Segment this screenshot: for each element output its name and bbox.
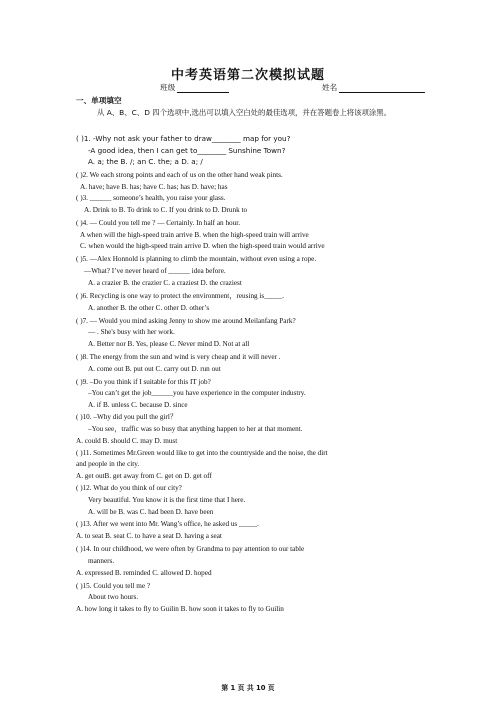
question-line: A. come out B. put out C. carry out D. run out bbox=[88, 365, 221, 373]
question-line: Very beautiful. You know it is the first time that I here. bbox=[88, 496, 246, 504]
question-line: ( )11. Sometimes Mr.Green would like to get into the countryside and the noise, the dirt bbox=[76, 449, 328, 457]
question-line: ( )3. ______ someone’s health, you raise your glass. bbox=[76, 194, 226, 202]
name-label: 姓名 bbox=[322, 83, 338, 92]
question-line: ( )14. In our childhood, we were often by Grandma to pay attention to our table bbox=[76, 545, 305, 553]
question-line: ( )12. What do you think of our city? bbox=[76, 484, 182, 492]
question-line: A. if B. unless C. because D. since bbox=[88, 401, 188, 409]
question-line: About two hours. bbox=[88, 593, 139, 601]
question-line: ( )10. –Why did you pull the girl？ bbox=[76, 413, 178, 421]
question-line: —What? I’ve never heard of ______ idea before. bbox=[84, 267, 226, 275]
question-line: ( )5. —Alex Honnold is planning to climb the mountain, without even using a rope. bbox=[76, 255, 317, 263]
question-line: A. to seat B. seat C. to have a seat D. having a seat bbox=[76, 532, 222, 540]
question-line: ( )4. — Could you tell me ? — Certainly. In half an hour. bbox=[76, 219, 241, 227]
question-line: ( )9. –Do you think if I suitable for this IT job? bbox=[76, 378, 211, 386]
question-line: ( )15. Could you tell me ? bbox=[76, 582, 151, 590]
student-info bbox=[160, 82, 425, 93]
question-line: A. expressed B. reminded C. allowed D. hoped bbox=[76, 569, 212, 577]
class-label: 班级 bbox=[160, 83, 176, 92]
question-line: A when will the high-speed train arrive B. when the high-speed train will arrive bbox=[80, 231, 309, 239]
question-line: C. when would the high-speed train arrive D. when the high-speed train would arrive bbox=[80, 242, 325, 250]
question-line: ( )7. — Would you mind asking Jenny to show me around Meilanfang Park? bbox=[76, 317, 296, 325]
question-line: A. another B. the other C. other D. other’s bbox=[88, 304, 210, 312]
question-line: — . She's busy with her work. bbox=[88, 328, 175, 336]
question-line: A. a crazier B. the crazier C. a craziest D. the craziest bbox=[88, 279, 242, 287]
question-line: ( )8. The energy from the sun and wind is very cheap and it will never . bbox=[76, 353, 281, 361]
question-line: ( )13. After we went into Mr. Wang’s office, he asked us _____. bbox=[76, 520, 259, 528]
question-line: A. get outB. get away from C. get on D. get off bbox=[76, 472, 212, 480]
name-field[interactable] bbox=[339, 84, 425, 93]
class-field[interactable] bbox=[177, 84, 229, 93]
question-line: ( )6. Recycling is one way to protect the environment，reusing is_____. bbox=[76, 292, 284, 300]
question-line: A. will be B. was C. had been D. have been bbox=[88, 508, 214, 516]
page-title: 中考英语第二次模拟试题 bbox=[170, 68, 325, 83]
question-line: ( )1. -Why not ask your father to draw________ map for you? bbox=[76, 134, 291, 143]
question-line: A. Drink to B. To drink to C. If you drink to D. Drunk to bbox=[84, 206, 248, 214]
page-footer: 第 1 页 共 10 页 bbox=[221, 684, 275, 692]
question-line: A. how long it takes to fly to Guilin B. how soon it takes to fly to Guilin bbox=[76, 605, 284, 613]
question-line: A. a; the B. /; an C. the; a D. a; / bbox=[88, 157, 203, 166]
question-line: and people in the city. bbox=[76, 460, 140, 468]
question-line: –You see，traffic was so busy that anything happen to her at that moment. bbox=[88, 425, 303, 433]
question-line: A. could B. should C. may D. must bbox=[76, 437, 178, 445]
section-title: 一、单项填空 bbox=[76, 96, 122, 105]
question-line: manners. bbox=[88, 557, 115, 565]
question-line: ( )2. We each strong points and each of us on the other hand weak pints. bbox=[76, 171, 283, 179]
instructions: 从 A、B、C、D 四个选项中,选出可以填入空白处的最佳选项，并在答题卷上将该项涂黑。 bbox=[97, 108, 392, 117]
question-line: A. Better nor B. Yes, please C. Never mind D. Not at all bbox=[88, 340, 250, 348]
question-line: -A good idea, then I can get to________ Sunshine Town? bbox=[88, 146, 286, 155]
question-line: A. have; have B. has; have C. has; has D. have; has bbox=[80, 183, 228, 191]
question-line: –You can’t get the job______you have experience in the computer industry. bbox=[88, 389, 306, 397]
